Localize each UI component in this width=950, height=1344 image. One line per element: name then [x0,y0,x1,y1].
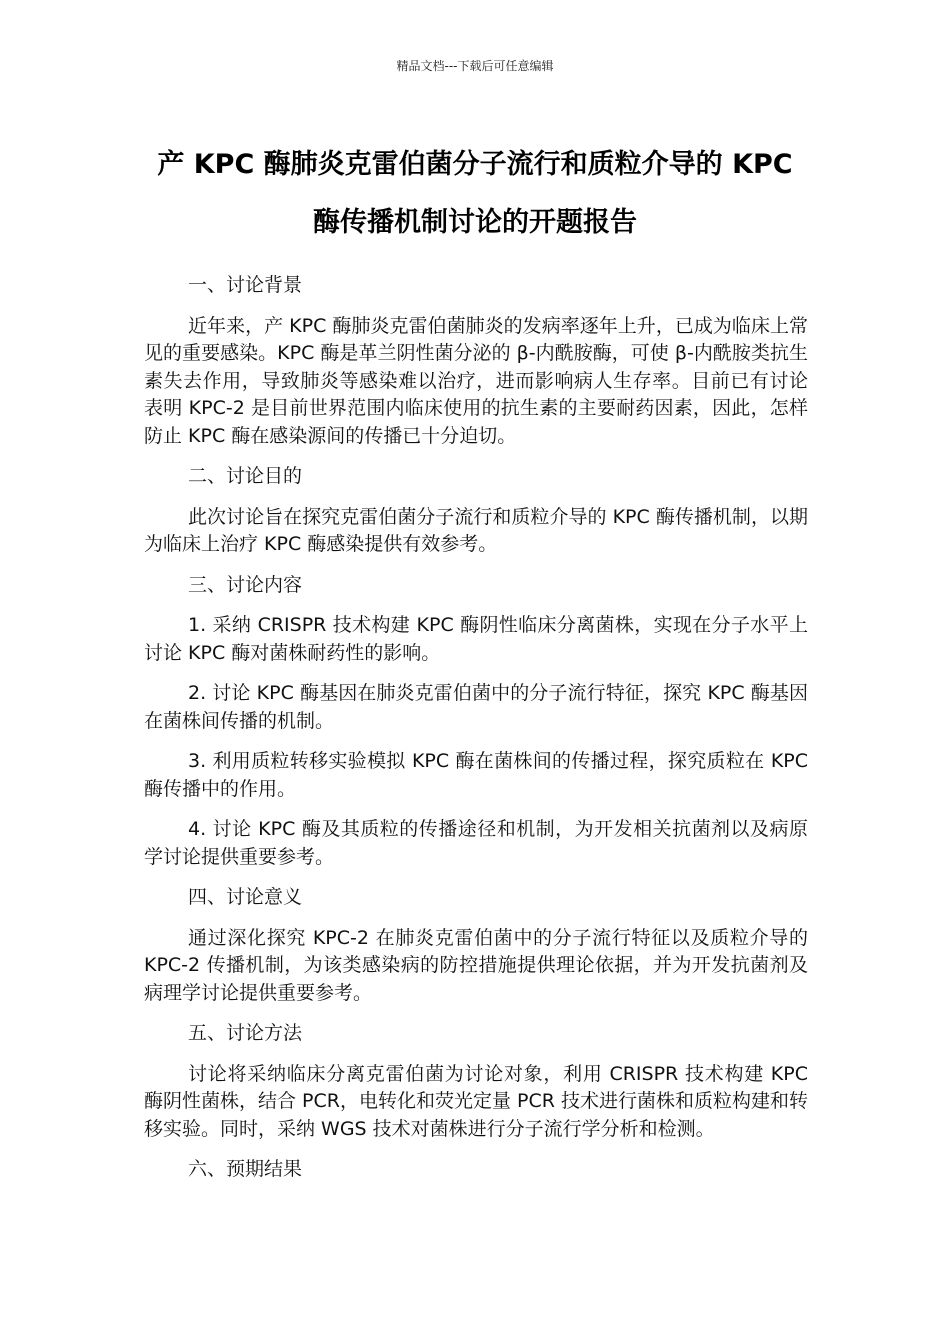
document-title [120,136,830,252]
section-heading-background: 一、讨论背景 [188,274,303,296]
section-text-method: 讨论将采纳临床分离克雷伯菌为讨论对象，利用 CRISPR 技术构建 KPC 酶阴性菌株，结合 PCR，电转化和荧光定量 PCR 技术进行菌株和质粒构建和转移实验。同时，采纳 WGS 技术对菌株进行分子流行学分析和检测。 [144,1062,808,1140]
header-note: 精品文档---下载后可任意编辑 [396,59,554,73]
section-text-background: 近年来，产 KPC 酶肺炎克雷伯菌肺炎的发病率逐年上升，已成为临床上常见的重要感染。KPC 酶是革兰阴性菌分泌的 β-内酰胺酶，可使 β-内酰胺类抗生素失去作用，导致肺炎等感染难以治疗，进而影响病人生存率。目前已有讨论表明 KPC-2 是目前世界范围内临床使用的抗生素的主要耐药因素，因此，怎样防止 KPC 酶在感染源间的传播已十分迫切。 [144,314,808,447]
section-text-significance: 通过深化探究 KPC-2 在肺炎克雷伯菌中的分子流行特征以及质粒介导的 KPC-2 传播机制，为该类感染病的防控措施提供理论依据，并为开发抗菌剂及病理学讨论提供重要参考。 [144,926,808,1004]
content-item-3: 3. 利用质粒转移实验模拟 KPC 酶在菌株间的传播过程，探究质粒在 KPC 酶传播中的作用。 [144,750,808,800]
section-heading-content: 三、讨论内容 [188,573,303,596]
section-heading-significance: 四、讨论意义 [188,886,303,908]
content-item-1: 1. 采纳 CRISPR 技术构建 KPC 酶阴性临床分离菌株，实现在分子水平上讨论 KPC 酶对菌株耐药性的影响。 [144,614,808,664]
section-heading-results: 六、预期结果 [188,1158,303,1180]
document-body [144,272,808,1197]
section-heading-purpose: 二、讨论目的 [188,465,303,487]
title-line-2: 酶传播机制讨论的开题报告 [313,207,637,238]
title-line-1: 产 KPC 酶肺炎克雷伯菌分子流行和质粒介导的 KPC [157,149,793,180]
content-item-2: 2. 讨论 KPC 酶基因在肺炎克雷伯菌中的分子流行特征，探究 KPC 酶基因在菌株间传播的机制。 [144,682,808,732]
section-text-purpose: 此次讨论旨在探究克雷伯菌分子流行和质粒介导的 KPC 酶传播机制，以期为临床上治疗 KPC 酶感染提供有效参考。 [144,505,808,555]
content-item-4: 4. 讨论 KPC 酶及其质粒的传播途径和机制，为开发相关抗菌剂以及病原学讨论提供重要参考。 [144,818,808,868]
section-heading-method: 五、讨论方法 [188,1022,303,1044]
